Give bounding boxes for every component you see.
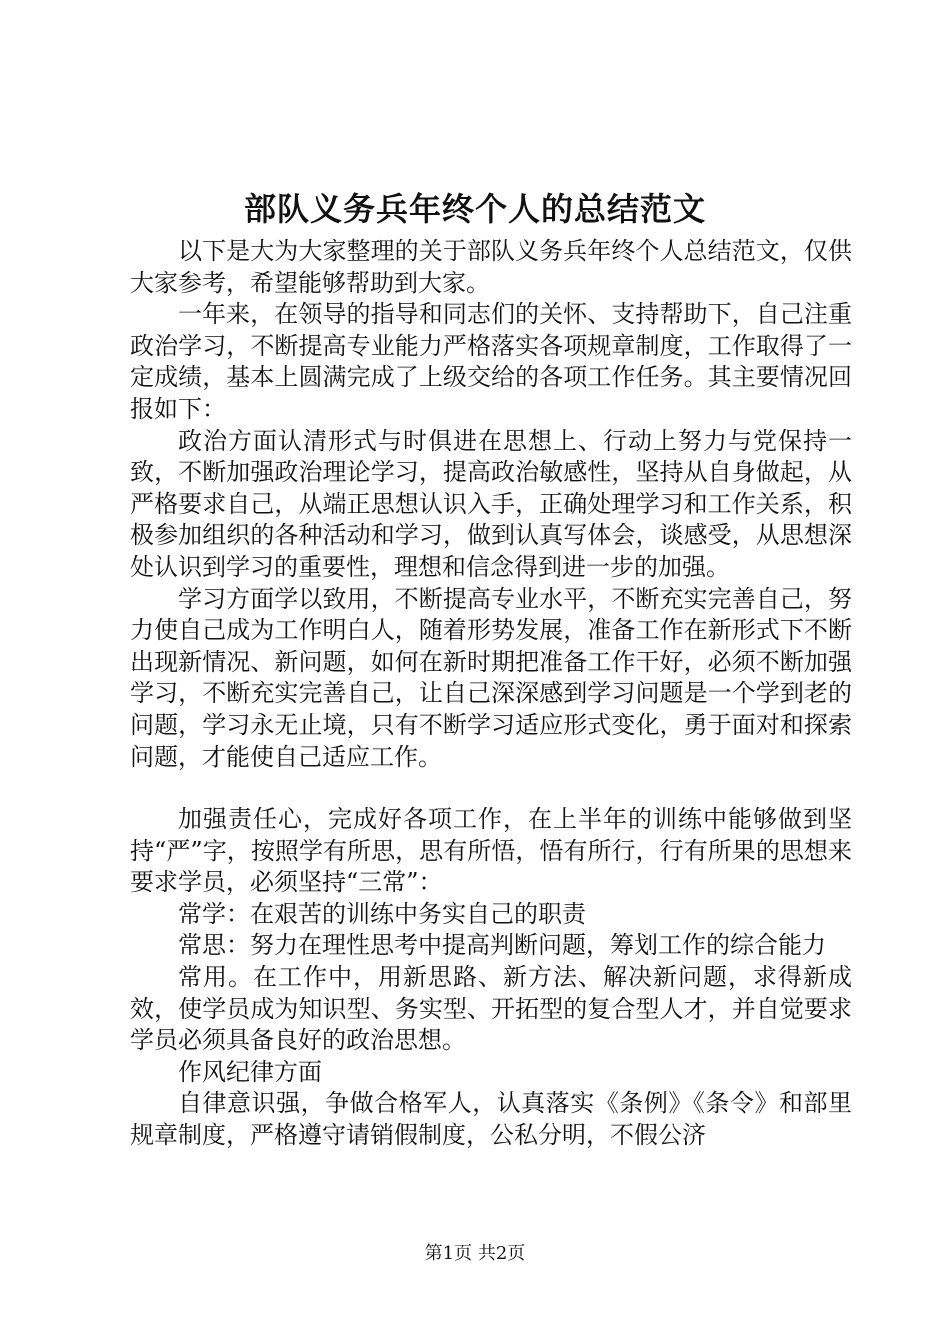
document-body bbox=[130, 236, 852, 1152]
paragraph-intro: 以下是大为大家整理的关于部队义务兵年终个人总结范文，仅供大家参考，希望能够帮助到大家。 bbox=[130, 237, 852, 297]
page-number-footer: 第1页 共2页 bbox=[424, 1243, 526, 1264]
paragraph-discipline-heading: 作风纪律方面 bbox=[178, 1057, 322, 1086]
paragraph-study: 学习方面学以致用，不断提高专业水平，不断充实完善自己，努力使自己成为工作明白人，随着形势发展，准备工作在新形式下不断出现新情况、新问题，如何在新时期把准备工作干好，必须不断加强学习，不断充实完善自己，让自己深深感到学习问题是一个学到老的问题，学习永无止境，只有不断学习适应形式变化，勇于面对和探索问题，才能使自己适应工作。 bbox=[130, 584, 852, 771]
document-title: 部队义务兵年终个人的总结范文 bbox=[243, 190, 706, 228]
paragraph-always-think: 常思：努力在理性思考中提高判断问题，筹划工作的综合能力 bbox=[178, 931, 826, 960]
paragraph-always-apply: 常用。在工作中，用新思路、新方法、解决新问题，求得新成效，使学员成为知识型、务实型、开拓型的复合型人才，并自觉要求学员必须具备良好的政治思想。 bbox=[130, 963, 852, 1055]
paragraph-discipline: 自律意识强，争做合格军人，认真落实《条例》《条令》和部里规章制度，严格遵守请销假制度，公私分明，不假公济 bbox=[130, 1089, 852, 1150]
paragraph-responsibility: 加强责任心，完成好各项工作，在上半年的训练中能够做到坚持“严”字，按照学有所思，思有所悟，悟有所行，行有所果的思想来要求学员，必须坚持“三常”： bbox=[130, 805, 852, 897]
paragraph-politics: 政治方面认清形式与时俱进在思想上、行动上努力与党保持一致，不断加强政治理论学习，提高政治敏感性，坚持从自身做起，从严格要求自己，从端正思想认识入手，正确处理学习和工作关系，积极参加组织的各种活动和学习，做到认真写体会，谈感受，从思想深处认识到学习的重要性，理想和信念得到进一步的加强。 bbox=[130, 426, 852, 581]
paragraph-overview: 一年来，在领导的指导和同志们的关怀、支持帮助下，自己注重政治学习，不断提高专业能力严格落实各项规章制度，工作取得了一定成绩，基本上圆满完成了上级交给的各项工作任务。其主要情况回报如下： bbox=[130, 300, 852, 423]
paragraph-always-learn: 常学：在艰苦的训练中务实自己的职责 bbox=[178, 899, 586, 928]
